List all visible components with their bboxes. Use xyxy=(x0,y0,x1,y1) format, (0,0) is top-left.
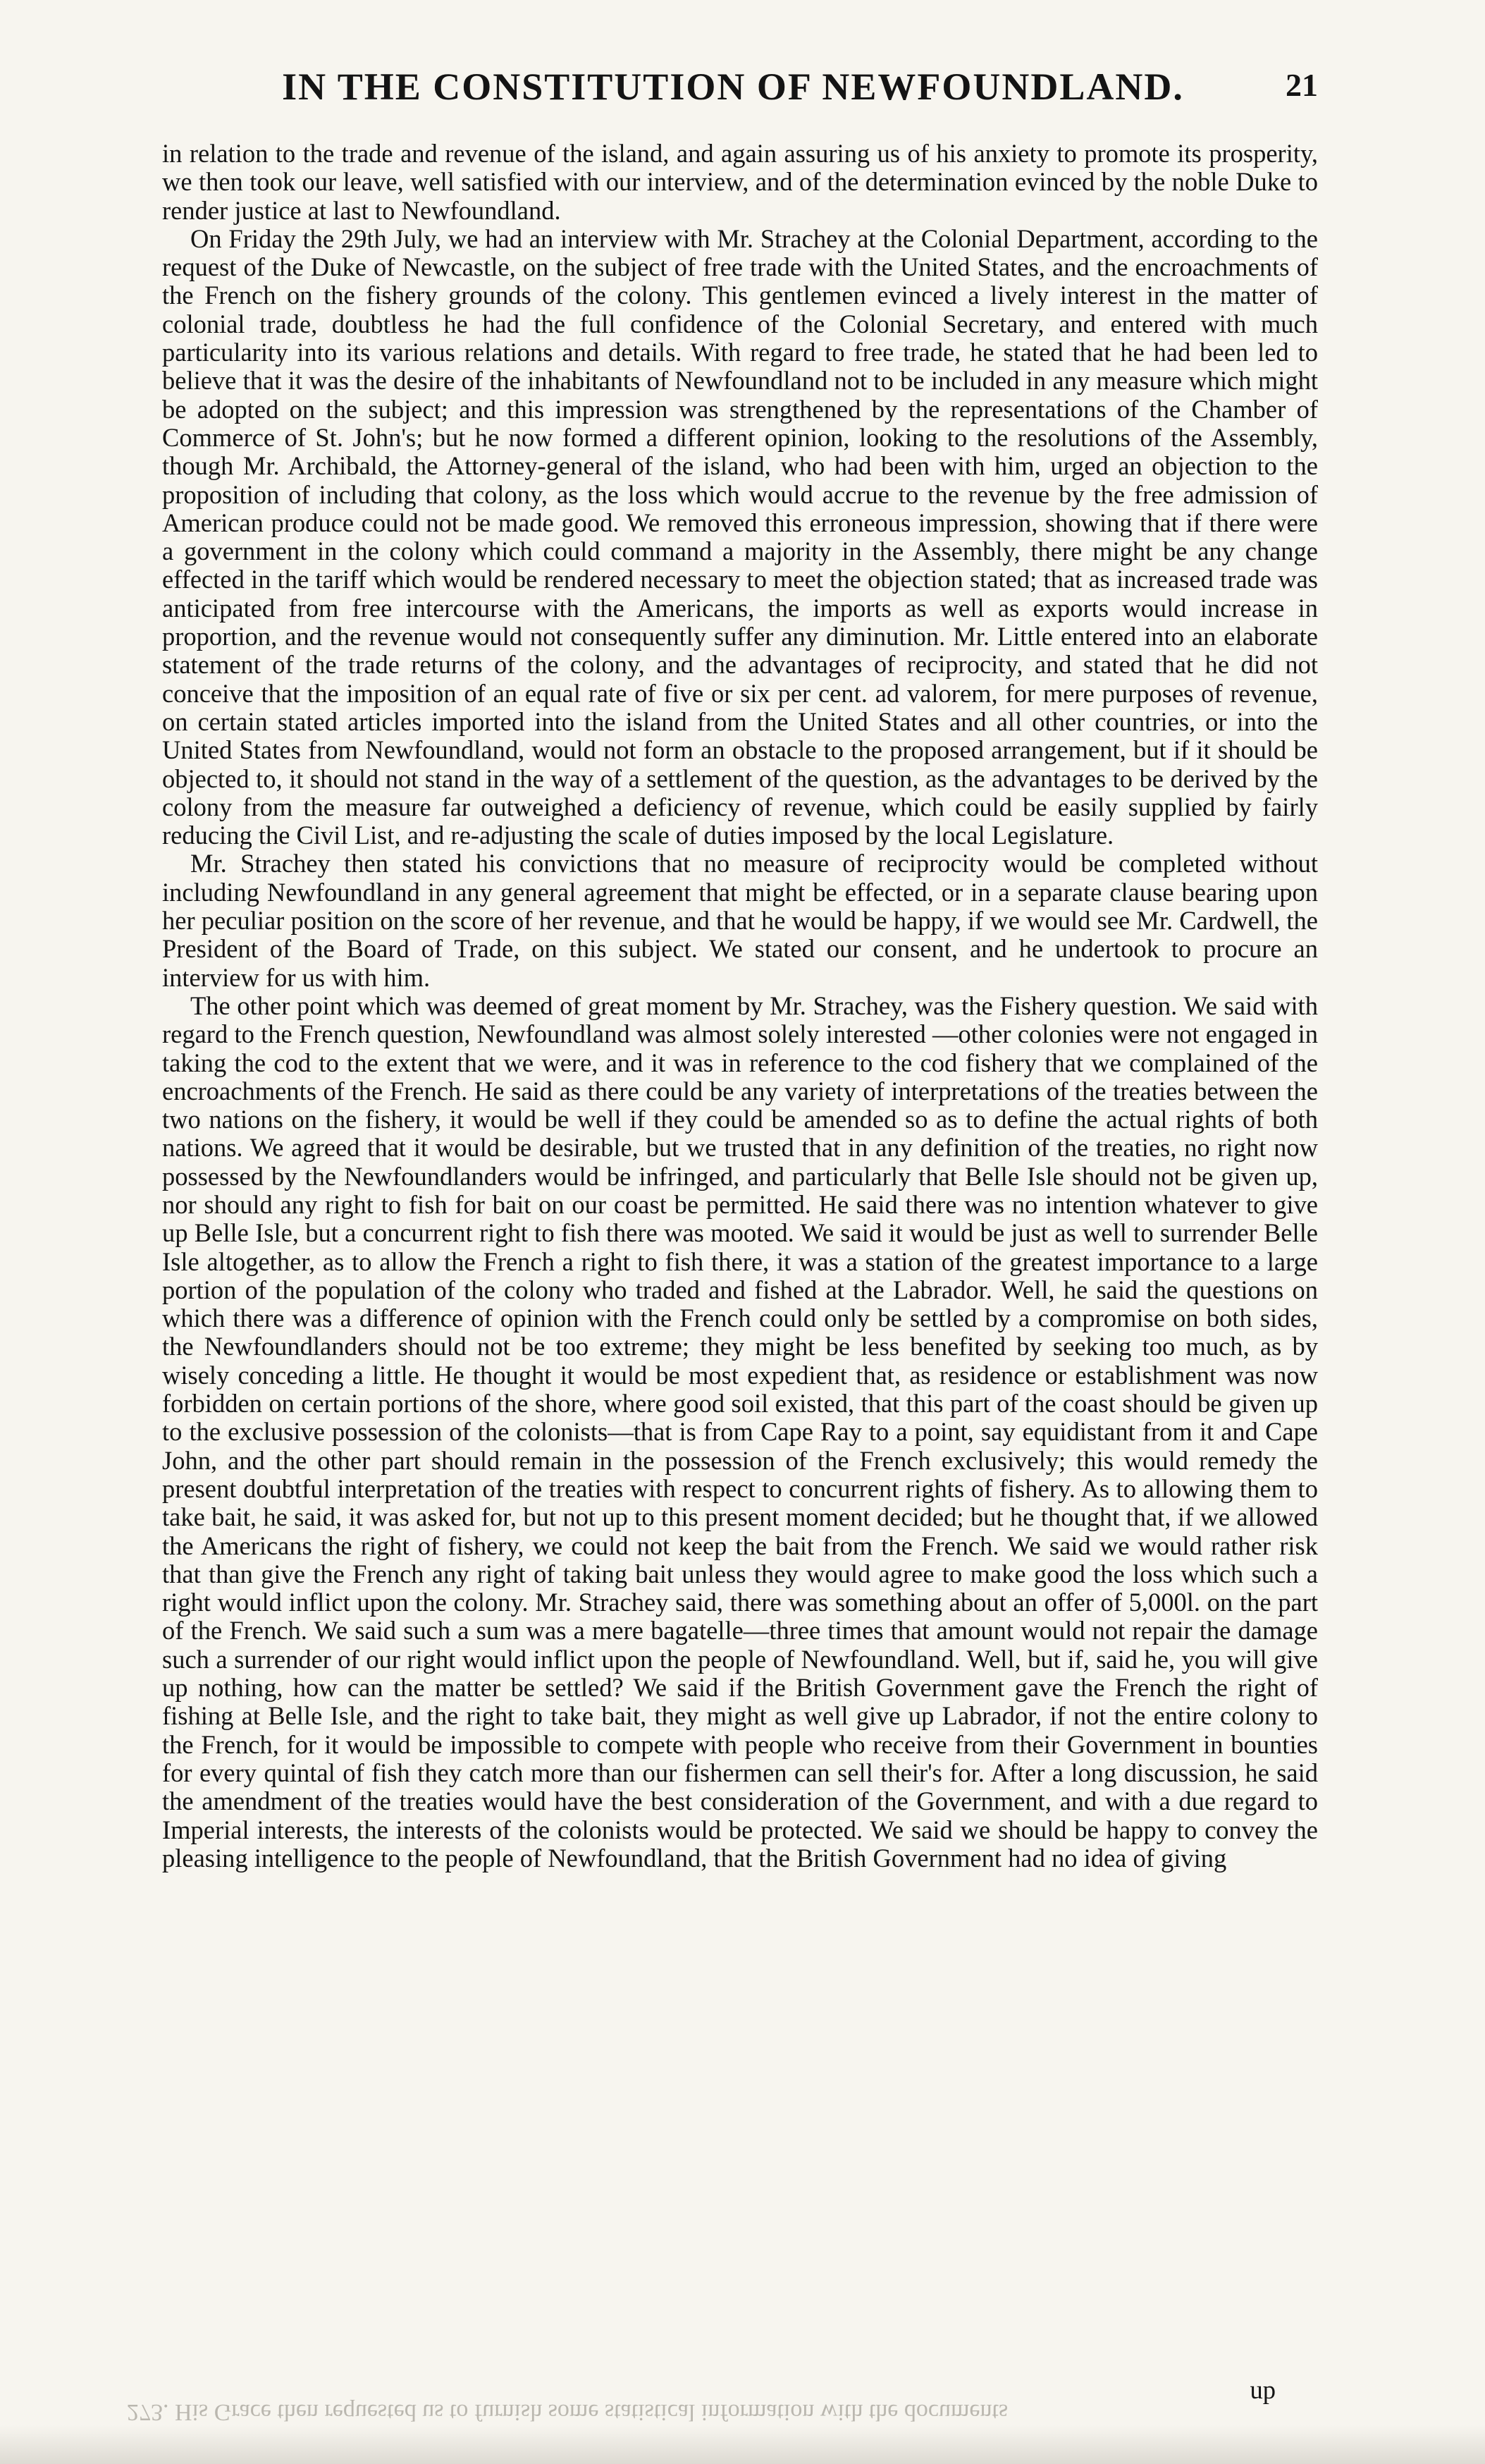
body-text xyxy=(162,140,1318,2374)
paragraph-strachey-interview: On Friday the 29th July, we had an interview with Mr. Strachey at the Colonial Department, according to the request of the Duke of Newcastle, on the subject of free trade with the United States, and the encroachments of the French on the fishery grounds of the colony. This gentlemen evinced a lively interest in the matter of colonial trade, doubtless he had the full confidence of the Colonial Secretary, and entered with much particularity into its various relations and details. With regard to free trade, he stated that he had been led to believe that it was the desire of the inhabitants of Newfoundland not to be included in any measure which might be adopted on the subject; and this impression was strengthened by the representations of the Chamber of Commerce of St. John's; but he now formed a different opinion, looking to the resolutions of the Assembly, though Mr. Archibald, the Attorney-general of the island, who had been with him, urged an objection to the proposition of including that colony, as the loss which would accrue to the revenue by the free admission of American produce could not be made good. We removed this erroneous impression, showing that if there were a government in the colony which could command a majority in the Assembly, there might be any change effected in the tariff which would be rendered necessary to meet the objection stated; that as increased trade was anticipated from free intercourse with the Americans, the imports as well as exports would increase in proportion, and the revenue would not consequently suffer any diminution. Mr. Little entered into an elaborate statement of the trade returns of the colony, and the advantages of reciprocity, and stated that he did not conceive that the imposition of an equal rate of five or six per cent. ad valorem, for mere purposes of revenue, on certain stated articles imported into the island from the United States and all other countries, or into the United States from Newfoundland, would not form an obstacle to the proposed arrangement, but if it should be objected to, it should not stand in the way of a settlement of the question, as the advantages to be derived by the colony from the measure far outweighed a deficiency of revenue, which could be easily supplied by fairly reducing the Civil List, and re-adjusting the scale of duties imposed by the local Legislature. xyxy=(162,223,1318,850)
page-header xyxy=(162,65,1318,121)
paragraph-continuation: in relation to the trade and revenue of the island, and again assuring us of his anxiety to promote its prosperity, we then took our leave, well satisfied with our interview, and of the determination evinced by the noble Duke to render justice at last to Newfoundland. xyxy=(162,140,1318,225)
page-edge-shadow xyxy=(0,2425,1485,2464)
catchword: up xyxy=(1250,2375,1276,2404)
paragraph-reciprocity: Mr. Strachey then stated his convictions that no measure of reciprocity would be completed without including Newfoundland in any general agreement that might be effected, or in a separate clause bearing upon her peculiar position on the score of her revenue, and that he would be happy, if we would see Mr. Cardwell, the President of the Board of Trade, on this subject. We stated our consent, and he undertook to procure an interview for us with him. xyxy=(162,849,1318,992)
running-title: IN THE CONSTITUTION OF NEWFOUNDLAND. xyxy=(282,66,1184,108)
page-number: 21 xyxy=(1286,67,1318,103)
bleed-through-text xyxy=(127,2398,1283,2425)
bleed-through-line: His Grace then requested us to furnish some statistical information with the documents xyxy=(175,2399,1009,2425)
signature-mark: 273. xyxy=(127,2399,169,2425)
paragraph-fishery-question: The other point which was deemed of great moment by Mr. Strachey, was the Fishery question. We said with regard to the French question, Newfoundland was almost solely interested —other colonies were not engaged in taking the cod to the extent that we were, and it was in reference to the cod fishery that we complained of the encroachments of the French. He said as there could be any variety of interpretations of the treaties between the two nations on the fishery, it would be well if they could be amended so as to define the actual rights of both nations. We agreed that it would be desirable, but we trusted that in any definition of the treaties, no right now possessed by the Newfoundlanders would be infringed, and particularly that Belle Isle should not be given up, nor should any right to fish for bait on our coast be permitted. He said there was no intention whatever to give up Belle Isle, but a concurrent right to fish there was mooted. We said it would be just as well to surrender Belle Isle altogether, as to allow the French a right to fish there, it was a station of the greatest importance to a large portion of the population of the colony who traded and fished at the Labrador. Well, he said the questions on which there was a difference of opinion with the French could only be settled by a compromise on both sides, the Newfoundlanders should not be too extreme; they might be less benefited by seeking too much, as by wisely conceding a little. He thought it would be most expedient that, as residence or establishment was now forbidden on certain portions of the shore, where good soil existed, that this part of the coast should be given up to the exclusive possession of the colonists—that is from Cape Ray to a point, say equidistant from it and Cape John, and the other part should remain in the possession of the French exclusively; this would remedy the present doubtful interpretation of the treaties with respect to concurrent rights of fishery. As to allowing them to take bait, he said, it was asked for, but not up to this present moment decided; but he thought that, if we allowed the Americans the right of fishery, we could not keep the bait from the French. We said we would rather risk that than give the French any right of taking bait unless they would agree to make good the loss which such a right would inflict upon the colony. Mr. Strachey said, there was something about an offer of 5,000l. on the part of the French. We said such a sum was a mere bagatelle—three times that amount would not repair the damage such a surrender of our right would inflict upon the people of Newfoundland. Well, but if, said he, you will give up nothing, how can the matter be settled? We said if the British Government gave the French the right of fishing at Belle Isle, and the right to take bait, they might as well give up Labrador, if not the entire colony to the French, for it would be impossible to compete with people who receive from their Government in bounties for every quintal of fish they catch more than our fishermen can sell their's for. After a long discussion, he said the amendment of the treaties would have the best consideration of the Government, and with a due regard to Imperial interests, the interests of the colonists would be protected. We said we should be happy to convey the pleasing intelligence to the people of Newfoundland, that the British Government had no idea of giving xyxy=(162,991,1318,1872)
